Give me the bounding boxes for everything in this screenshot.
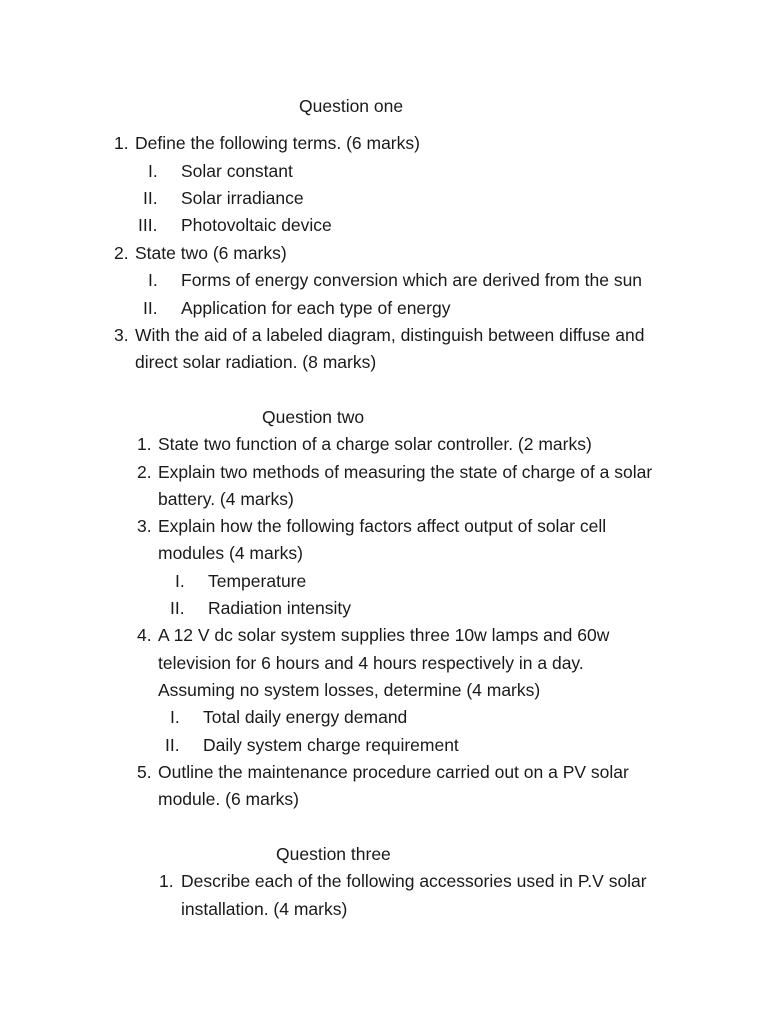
q2-item-3-number: 3.	[137, 516, 152, 536]
q2-item-3-line-1: Explain how the following factors affect output of solar cell	[158, 516, 607, 536]
q2-item-5-number: 5.	[137, 762, 152, 782]
q2-item-4-sub-1-number: I.	[170, 707, 180, 727]
q1-item-2-text: State two (6 marks)	[135, 243, 287, 263]
q2-item-4-line-2: television for 6 hours and 4 hours respectively in a day.	[158, 653, 584, 673]
q1-item-1-sub-1-number: I.	[148, 161, 158, 181]
q2-item-3-sub-2-number: II.	[170, 598, 185, 618]
q2-item-4-sub-2-number: II.	[165, 735, 180, 755]
q1-item-2-sub-1-text: Forms of energy conversion which are derived from the sun	[181, 270, 643, 290]
q1-item-1-sub-2-text: Solar irradiance	[181, 188, 304, 208]
q1-item-1-number: 1.	[114, 133, 129, 153]
question-two-heading: Question two	[262, 407, 365, 427]
q2-item-5-line-1: Outline the maintenance procedure carried out on a PV solar	[158, 762, 629, 782]
q2-item-1-number: 1.	[137, 434, 152, 454]
q1-item-2-number: 2.	[114, 243, 129, 263]
q2-item-4-number: 4.	[137, 625, 152, 645]
q1-item-2-sub-2-text: Application for each type of energy	[181, 298, 451, 318]
q1-item-3-line-2: direct solar radiation. (8 marks)	[135, 352, 377, 372]
q1-item-1-sub-3-text: Photovoltaic device	[181, 215, 332, 235]
q2-item-4-sub-2-text: Daily system charge requirement	[203, 735, 459, 755]
q1-item-2-sub-1-number: I.	[148, 270, 158, 290]
q2-item-2-line-2: battery. (4 marks)	[158, 489, 294, 509]
q3-item-1-number: 1.	[159, 871, 174, 891]
q1-item-3-number: 3.	[114, 325, 129, 345]
q2-item-1-line-1: State two function of a charge solar controller. (2 marks)	[158, 434, 592, 454]
q1-item-1-sub-2-number: II.	[143, 188, 158, 208]
q2-item-5-line-2: module. (6 marks)	[158, 789, 300, 809]
q1-item-1-text: Define the following terms. (6 marks)	[135, 133, 420, 153]
q1-item-3-line-1: With the aid of a labeled diagram, distinguish between diffuse and	[135, 325, 645, 345]
q1-item-1-sub-1-text: Solar constant	[181, 161, 293, 181]
question-one-heading: Question one	[299, 96, 404, 116]
q2-item-2-number: 2.	[137, 462, 152, 482]
question-three-heading: Question three	[276, 844, 391, 864]
q1-item-2-sub-2-number: II.	[143, 298, 158, 318]
q2-item-3-sub-1-text: Temperature	[208, 571, 307, 591]
q3-item-1-line-1: Describe each of the following accessories used in P.V solar	[181, 871, 647, 891]
q2-item-4-sub-1-text: Total daily energy demand	[203, 707, 408, 727]
q2-item-3-line-2: modules (4 marks)	[158, 543, 303, 563]
q2-item-3-sub-1-number: I.	[175, 571, 185, 591]
q1-item-1-sub-3-number: III.	[138, 215, 158, 235]
q3-item-1-line-2: installation. (4 marks)	[181, 899, 348, 919]
q2-item-2-line-1: Explain two methods of measuring the state of charge of a solar	[158, 462, 653, 482]
q2-item-4-line-1: A 12 V dc solar system supplies three 10w lamps and 60w	[158, 625, 610, 645]
q2-item-3-sub-2-text: Radiation intensity	[208, 598, 351, 618]
q2-item-4-line-3: Assuming no system losses, determine (4 marks)	[158, 680, 541, 700]
